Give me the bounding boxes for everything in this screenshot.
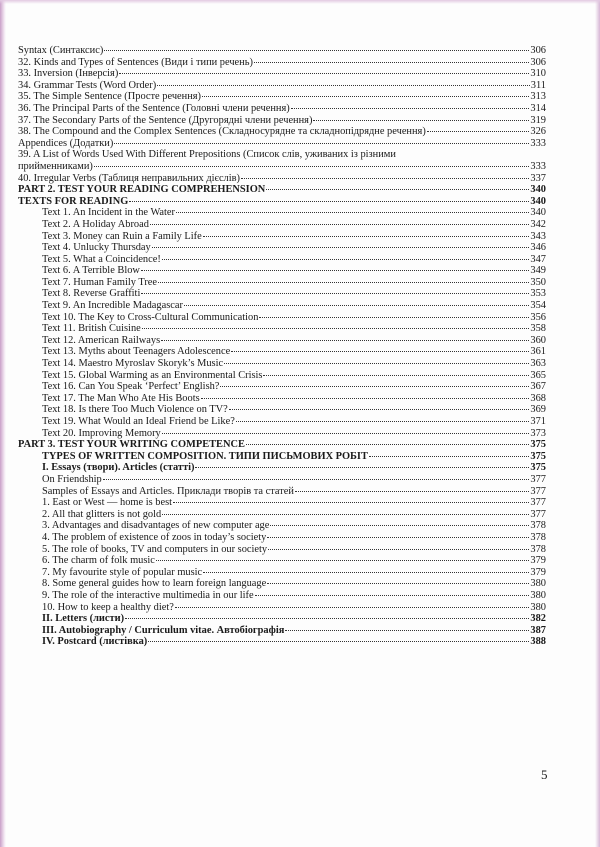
toc-leader-dots [125,618,529,619]
toc-entry-page: 306 [530,56,546,68]
toc-entry [18,474,546,486]
toc-leader-dots [427,131,530,132]
toc-entry-title: TYPES OF WRITTEN COMPOSITION. ТИПИ ПИСЬМОВИХ РОБІТ [42,450,368,462]
toc-entry [18,439,546,451]
toc-entry [18,544,546,556]
toc-entry-title: 10. How to keep a healthy diet? [42,601,174,613]
toc-leader-dots [255,595,530,596]
toc-entry-title: 35. The Simple Sentence (Просте речення) [18,91,202,103]
toc-leader-dots [142,328,530,329]
toc-leader-dots [220,386,529,387]
toc-leader-dots [267,537,529,538]
toc-leader-dots [162,259,530,260]
toc-entry [18,509,546,521]
table-of-contents [18,45,546,648]
toc-leader-dots [313,120,529,121]
toc-leader-dots [202,96,529,97]
toc-entry-page: 319 [530,114,546,126]
toc-entry-title: IV. Postcard (листівка) [42,636,148,648]
toc-leader-dots [129,201,529,202]
toc-entry [18,80,546,92]
toc-entry-title: Text 1. An Incident in the Water [42,207,175,219]
toc-leader-dots [259,317,529,318]
toc-leader-dots [295,491,529,492]
toc-entry-page: 353 [530,288,546,300]
toc-entry-page: 388 [530,636,546,648]
toc-entry-title: Text 18. Is there Too Much Violence on TV? [42,404,228,416]
toc-entry-title: PART 3. TEST YOUR WRITING COMPETENCE [18,439,245,451]
toc-entry [18,497,546,509]
toc-entry-title: Text 8. Reverse Graffiti [42,288,141,300]
toc-leader-dots [267,583,529,584]
toc-leader-dots [184,305,529,306]
toc-entry-page: 379 [530,566,546,578]
toc-leader-dots [94,166,530,167]
toc-entry [18,590,546,602]
toc-entry [18,462,546,474]
toc-entry-page: 379 [530,555,546,567]
toc-entry-page: 378 [530,543,546,555]
toc-entry [18,520,546,532]
toc-entry [18,625,546,637]
toc-leader-dots [162,433,530,434]
toc-entry-wrapped [18,149,546,172]
toc-entry-page: 333 [530,137,546,149]
toc-leader-dots [161,340,529,341]
toc-leader-dots [141,293,529,294]
toc-leader-dots [114,143,529,144]
toc-entry-title: 6. The charm of folk music [42,555,155,567]
toc-entry [18,91,546,103]
toc-entry-title: 8. Some general guides how to learn foreign language [42,578,267,590]
toc-entry-title: Text 3. Money can Ruin a Family Life [42,230,202,242]
toc-entry-page: 378 [530,520,546,532]
toc-entry-page: 380 [530,578,546,590]
toc-entry-title: PART 2. TEST YOUR READING COMPREHENSION [18,184,266,196]
toc-entry [18,103,546,115]
toc-entry-page: 313 [530,91,546,103]
toc-leader-dots [119,73,529,74]
toc-entry [18,428,546,440]
toc-leader-dots [173,502,529,503]
toc-leader-dots [176,212,529,213]
toc-entry [18,242,546,254]
toc-entry-title: 33. Inversion (Інверсія) [18,68,119,80]
toc-entry-page: 380 [530,589,546,601]
toc-entry-title: Text 6. A Terrible Blow [42,265,140,277]
toc-entry-title: TEXTS FOR READING [18,195,129,207]
toc-entry-title: Text 15. Global Warming as an Environmental Crisis [42,369,263,381]
toc-entry-page: 369 [530,404,546,416]
toc-entry-title: 5. The role of books, TV and computers in our society [42,543,268,555]
toc-entry [18,358,546,370]
toc-entry [18,486,546,498]
toc-entry-page: 380 [530,601,546,613]
toc-entry [18,207,546,219]
toc-leader-dots [203,572,529,573]
toc-leader-dots [141,270,529,271]
toc-entry-page: 311 [530,79,546,91]
toc-leader-dots [285,630,529,631]
toc-entry [18,602,546,614]
toc-entry-title: Text 2. A Holiday Abroad [42,218,149,230]
toc-entry-title: Appendices (Додатки) [18,137,114,149]
toc-entry-page: 354 [530,300,546,312]
toc-entry-title: Text 16. Can You Speak ‘Perfect’ English? [42,381,220,393]
toc-leader-dots [254,62,529,63]
toc-entry-title: Text 13. Myths about Teenagers Adolescence [42,346,231,358]
toc-leader-dots [152,247,530,248]
toc-leader-dots [266,189,529,190]
toc-entry-page: 375 [530,462,546,474]
toc-entry-page: 387 [530,624,546,636]
toc-leader-dots [157,85,530,86]
toc-entry [18,532,546,544]
toc-entry [18,288,546,300]
toc-entry [18,138,546,150]
toc-leader-dots [150,224,529,225]
toc-entry-title: Text 11. British Cuisine [42,323,141,335]
toc-entry-title: 38. The Compound and the Complex Sentences (Складносурядне та складнопідрядне речення) [18,126,426,138]
toc-entry-page: 340 [530,184,546,196]
toc-entry-title: Text 10. The Key to Cross-Cultural Communication [42,311,259,323]
toc-entry [18,184,546,196]
toc-entry-title: Text 12. American Railways [42,334,161,346]
toc-entry-title: 1. East or West — home is best [42,497,172,509]
toc-entry-page: 375 [530,439,546,451]
toc-entry-page: 349 [530,265,546,277]
toc-leader-dots [104,50,529,51]
toc-entry-title-line2: прийменниками) [18,160,93,172]
toc-entry-page: 377 [530,485,546,497]
toc-entry-title: Syntax (Синтаксис) [18,45,104,56]
toc-entry-page: 340 [530,195,546,207]
toc-entry-page: 382 [530,613,546,625]
toc-entry-title: Text 4. Unlucky Thursday [42,242,151,254]
toc-entry-page: 346 [530,242,546,254]
toc-leader-dots [263,375,529,376]
toc-entry-title: 37. The Secondary Parts of the Sentence (Другорядні члени речення) [18,114,313,126]
toc-entry [18,312,546,324]
toc-entry-page: 337 [530,172,546,184]
toc-leader-dots [369,456,530,457]
toc-leader-dots [231,351,529,352]
toc-entry [18,219,546,231]
toc-entry [18,265,546,277]
page-edge-right [595,0,600,847]
toc-entry [18,335,546,347]
toc-entry-title: Text 14. Maestro Myroslav Skoryk’s Music [42,358,224,370]
toc-entry [18,277,546,289]
toc-entry-title: Samples of Essays and Articles. Приклади творів та статей [42,485,294,497]
toc-leader-dots [175,607,530,608]
toc-entry [18,393,546,405]
toc-entry-page: 378 [530,531,546,543]
toc-leader-dots [246,444,529,445]
toc-leader-dots [201,398,530,399]
toc-entry-page: 375 [530,450,546,462]
toc-entry [18,57,546,69]
toc-entry-page: 333 [530,160,546,172]
toc-entry-title: 3. Advantages and disadvantages of new computer age [42,520,270,532]
toc-entry-page: 373 [530,427,546,439]
toc-leader-dots [203,236,530,237]
toc-leader-dots [162,514,529,515]
toc-entry [18,613,546,625]
toc-entry [18,126,546,138]
toc-entry [18,323,546,335]
toc-entry [18,346,546,358]
toc-entry-title: I. Essays (твори). Articles (статті) [42,462,195,474]
toc-entry [18,404,546,416]
toc-entry-page: 361 [530,346,546,358]
toc-entry-title: 36. The Principal Parts of the Sentence (Головні члени речення) [18,102,290,114]
toc-entry-title: Text 20. Improving Memory [42,427,161,439]
toc-entry [18,115,546,127]
toc-entry [18,254,546,266]
toc-leader-dots [103,479,530,480]
toc-entry-title: 32. Kinds and Types of Sentences (Види і типи речень) [18,56,253,68]
toc-entry-page: 365 [530,369,546,381]
toc-entry [18,300,546,312]
toc-entry-title: Text 9. An Incredible Madagascar [42,300,183,312]
toc-entry-page: 360 [530,334,546,346]
toc-entry-title: 7. My favourite style of popular music [42,566,203,578]
toc-entry [18,196,546,208]
toc-entry-page: 377 [530,473,546,485]
toc-leader-dots [291,108,530,109]
toc-entry [18,231,546,243]
toc-entry-title: Text 17. The Man Who Ate His Boots [42,392,200,404]
toc-entry-title: 2. All that glitters is not gold [42,508,162,520]
toc-entry-title: 4. The problem of existence of zoos in today’s society [42,531,267,543]
toc-entry-title: Text 19. What Would an Ideal Friend be Like? [42,416,235,427]
toc-entry [18,68,546,80]
toc-leader-dots [148,641,529,642]
toc-entry [18,578,546,590]
toc-leader-dots [241,178,529,179]
toc-entry-page: 377 [530,497,546,509]
toc-entry [18,555,546,567]
toc-entry-page: 371 [530,416,546,427]
toc-entry [18,381,546,393]
toc-entry [18,45,546,57]
toc-entry-page: 342 [530,218,546,230]
toc-entry-title: 40. Irregular Verbs (Таблиця неправильних дієслів) [18,172,240,184]
toc-leader-dots [224,363,529,364]
toc-entry-page: 367 [530,381,546,393]
toc-entry [18,451,546,463]
toc-entry-page: 363 [530,358,546,370]
toc-entry-page: 347 [530,253,546,265]
toc-entry-title: III. Autobiography / Curriculum vitae. Автобіографія [42,624,285,636]
toc-leader-dots [195,467,529,468]
toc-entry-title: Text 5. What a Coincidence! [42,253,161,265]
toc-entry [18,416,546,428]
toc-entry-title: 9. The role of the interactive multimedia in our life [42,589,254,601]
toc-entry-page: 377 [530,508,546,520]
toc-leader-dots [236,421,530,422]
toc-entry-page: 343 [530,230,546,242]
toc-entry-title: On Friendship [42,473,102,485]
page-number: 5 [541,767,548,782]
toc-leader-dots [270,525,529,526]
toc-entry [18,636,546,648]
toc-entry [18,370,546,382]
toc-entry [18,173,546,185]
toc-entry-page: 350 [530,276,546,288]
toc-entry-page: 356 [530,311,546,323]
toc-leader-dots [158,282,529,283]
toc-leader-dots [268,549,529,550]
toc-entry-title: 34. Grammar Tests (Word Order) [18,79,157,91]
toc-entry-page: 326 [530,126,546,138]
toc-entry-page: 358 [530,323,546,335]
page-edge-top [0,0,600,4]
toc-leader-dots [229,409,530,410]
toc-entry-title-line1: 39. A List of Words Used With Different Prepositions (Список слів, уживаних із різними [18,149,396,161]
toc-entry-page: 306 [530,45,546,56]
toc-entry-title: II. Letters (листи) [42,613,125,625]
toc-leader-dots [156,560,529,561]
toc-entry [18,567,546,579]
toc-entry-page: 340 [530,207,546,219]
toc-entry-page: 368 [530,392,546,404]
toc-entry-page: 310 [530,68,546,80]
page-edge-left [0,0,6,847]
toc-entry-page: 314 [530,102,546,114]
toc-entry-title: Text 7. Human Family Tree [42,276,158,288]
